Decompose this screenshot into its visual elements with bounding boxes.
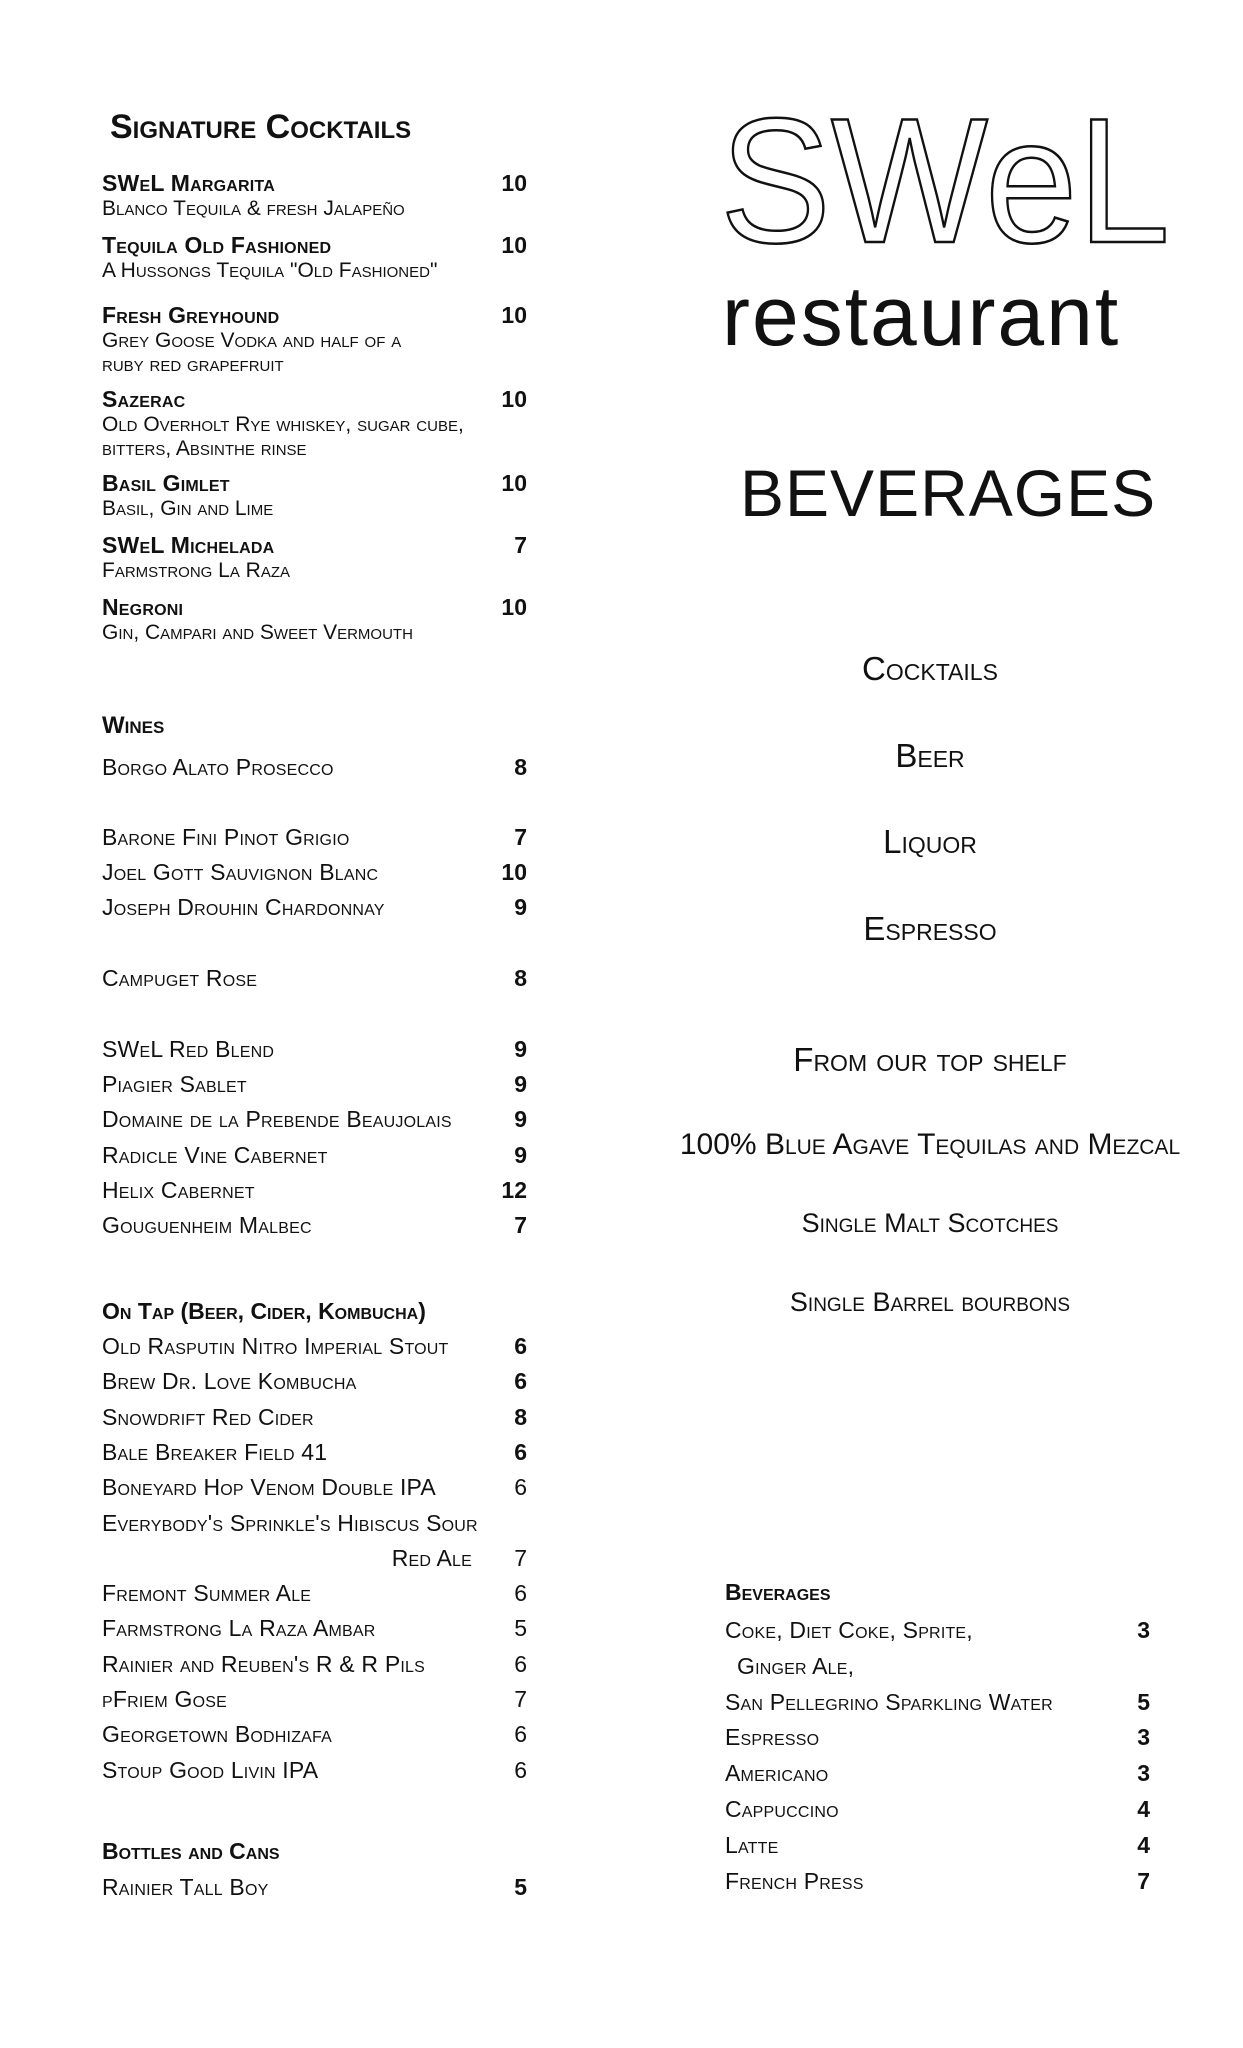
list-item xyxy=(102,754,527,781)
item-name: Latte xyxy=(725,1832,779,1858)
bottles-heading: Bottles and Cans xyxy=(102,1838,280,1864)
item-price: 6 xyxy=(514,1439,527,1465)
item-name: Campuget Rose xyxy=(102,965,258,991)
item-price: 7 xyxy=(514,1686,527,1712)
item-name: Negroni xyxy=(102,594,184,620)
list-item xyxy=(102,859,527,886)
item-price: 3 xyxy=(1137,1617,1150,1643)
item-name: Sazerac xyxy=(102,386,186,412)
menu-item xyxy=(102,232,527,283)
item-name: Everybody's Sprinkle's Hibiscus Sour xyxy=(102,1510,478,1536)
item-desc: bitters, Absinthe rinse xyxy=(102,437,307,460)
item-name: Fresh Greyhound xyxy=(102,302,280,328)
menu-item xyxy=(102,386,527,461)
list-item xyxy=(102,1177,527,1204)
top-shelf-heading: From our top shelf xyxy=(793,1041,1067,1078)
item-desc: Grey Goose Vodka and half of a xyxy=(102,329,402,352)
item-price: 9 xyxy=(514,1071,527,1097)
item-price: 4 xyxy=(1137,1796,1150,1822)
item-name: Basil Gimlet xyxy=(102,470,230,496)
item-price: 7 xyxy=(514,1545,527,1571)
item-name: Cappuccino xyxy=(725,1796,839,1822)
item-name: Piagier Sablet xyxy=(102,1071,247,1097)
top-shelf-item: 100% Blue Agave Tequilas and Mezcal xyxy=(679,1128,1181,1161)
list-item xyxy=(102,1580,527,1607)
item-name: San Pellegrino Sparkling Water xyxy=(725,1689,1053,1715)
list-item xyxy=(102,1071,527,1098)
item-price: 9 xyxy=(514,1106,527,1132)
item-desc: Blanco Tequila & fresh Jalapeño xyxy=(102,197,405,220)
list-item xyxy=(102,1142,527,1169)
item-price: 4 xyxy=(1137,1832,1150,1858)
item-name: Helix Cabernet xyxy=(102,1177,255,1203)
list-item xyxy=(102,1615,527,1642)
item-name: Red Ale xyxy=(391,1545,472,1571)
list-item xyxy=(102,1874,527,1901)
list-item xyxy=(102,894,527,921)
logo-subtitle: restaurant xyxy=(722,269,1121,363)
item-name: Stoup Good Livin IPA xyxy=(102,1757,319,1783)
list-item xyxy=(102,965,527,992)
list-item xyxy=(102,1757,527,1784)
item-price: 7 xyxy=(514,1212,527,1238)
menu-item xyxy=(102,470,527,521)
list-item xyxy=(725,1617,1150,1644)
item-price: 6 xyxy=(514,1721,527,1747)
list-item xyxy=(102,1474,527,1501)
item-name: Joel Gott Sauvignon Blanc xyxy=(102,859,379,885)
item-price: 8 xyxy=(514,1404,527,1430)
menu-item xyxy=(102,532,527,583)
item-desc: ruby red grapefruit xyxy=(102,353,284,376)
category-cocktails: Cocktails xyxy=(862,650,998,687)
list-item xyxy=(102,1333,527,1360)
page-title: BEVERAGES xyxy=(740,456,1157,530)
item-name: Rainier Tall Boy xyxy=(102,1874,269,1900)
top-shelf-item: Single Malt Scotches xyxy=(801,1208,1059,1238)
wines-heading: Wines xyxy=(102,712,165,739)
item-name: Farmstrong La Raza Ambar xyxy=(102,1615,376,1641)
list-item xyxy=(725,1724,1150,1751)
category-beer: Beer xyxy=(895,737,965,774)
list-item xyxy=(102,1510,527,1537)
item-name: SWeL Michelada xyxy=(102,532,275,558)
list-item xyxy=(725,1868,1150,1895)
item-price: 8 xyxy=(514,754,527,780)
item-desc: Old Overholt Rye whiskey, sugar cube, xyxy=(102,413,464,436)
item-price: 10 xyxy=(501,470,527,496)
menu-item xyxy=(102,170,527,221)
item-name: Tequila Old Fashioned xyxy=(102,232,332,258)
menu-item xyxy=(102,302,527,377)
list-item xyxy=(725,1760,1150,1787)
list-item xyxy=(102,1686,527,1713)
item-name: Americano xyxy=(725,1760,829,1786)
category-espresso: Espresso xyxy=(863,910,997,947)
item-name: Espresso xyxy=(725,1724,820,1750)
item-name: Coke, Diet Coke, Sprite, xyxy=(725,1617,973,1643)
item-desc: Basil, Gin and Lime xyxy=(102,497,274,520)
item-name: Ginger Ale, xyxy=(737,1653,855,1679)
item-price: 9 xyxy=(514,1142,527,1168)
item-price: 6 xyxy=(514,1757,527,1783)
item-price: 10 xyxy=(501,170,527,196)
item-name: Borgo Alato Prosecco xyxy=(102,754,334,780)
list-item xyxy=(102,1651,527,1678)
item-name: Snowdrift Red Cider xyxy=(102,1404,314,1430)
item-price: 6 xyxy=(514,1651,527,1677)
list-item xyxy=(102,1404,527,1431)
item-price: 10 xyxy=(501,386,527,412)
swel-logo xyxy=(720,84,1170,264)
list-item xyxy=(102,1368,527,1395)
item-name: Old Rasputin Nitro Imperial Stout xyxy=(102,1333,449,1359)
item-price: 9 xyxy=(514,894,527,920)
list-item xyxy=(725,1653,1150,1680)
item-price: 6 xyxy=(514,1333,527,1359)
item-price: 7 xyxy=(514,824,527,850)
item-name: Rainier and Reuben's R & R Pils xyxy=(102,1651,425,1677)
list-item xyxy=(102,1212,527,1239)
item-price: 6 xyxy=(514,1368,527,1394)
list-item xyxy=(102,1036,527,1063)
item-price: 5 xyxy=(514,1615,527,1641)
item-price: 3 xyxy=(1137,1760,1150,1786)
item-name: French Press xyxy=(725,1868,864,1894)
item-price: 6 xyxy=(514,1474,527,1500)
item-price: 5 xyxy=(1137,1689,1150,1715)
item-price: 10 xyxy=(501,594,527,620)
list-item xyxy=(102,1106,527,1133)
item-name: Barone Fini Pinot Grigio xyxy=(102,824,350,850)
menu-item xyxy=(102,594,527,645)
list-item xyxy=(102,1721,527,1748)
item-name: Boneyard Hop Venom Double IPA xyxy=(102,1474,436,1500)
item-price: 5 xyxy=(514,1874,527,1900)
item-name: Radicle Vine Cabernet xyxy=(102,1142,328,1168)
item-price: 3 xyxy=(1137,1724,1150,1750)
item-price: 6 xyxy=(514,1580,527,1606)
item-name: Bale Breaker Field 41 xyxy=(102,1439,328,1465)
beverages-heading: Beverages xyxy=(725,1579,831,1605)
logo-text: SWeL xyxy=(720,84,1170,264)
list-item xyxy=(102,1439,527,1466)
signature-cocktails-title: Signature Cocktails xyxy=(110,108,412,146)
item-price: 12 xyxy=(501,1177,527,1203)
list-item xyxy=(725,1689,1150,1716)
item-name: Domaine de la Prebende Beaujolais xyxy=(102,1106,452,1132)
category-liquor: Liquor xyxy=(883,823,977,860)
item-desc: Gin, Campari and Sweet Vermouth xyxy=(102,621,413,644)
item-name: Joseph Drouhin Chardonnay xyxy=(102,894,385,920)
item-price: 9 xyxy=(514,1036,527,1062)
list-item xyxy=(102,824,527,851)
item-price: 7 xyxy=(514,532,527,558)
list-item xyxy=(725,1832,1150,1859)
item-name: SWeL Margarita xyxy=(102,170,275,196)
item-desc: Farmstrong La Raza xyxy=(102,559,291,582)
item-price: 10 xyxy=(501,859,527,885)
item-price: 7 xyxy=(1137,1868,1150,1894)
item-price: 10 xyxy=(501,302,527,328)
on-tap-heading: On Tap (Beer, Cider, Kombucha) xyxy=(102,1298,426,1324)
item-name: Gouguenheim Malbec xyxy=(102,1212,312,1238)
item-name: Brew Dr. Love Kombucha xyxy=(102,1368,357,1394)
item-name: SWeL Red Blend xyxy=(102,1036,275,1062)
item-name: Georgetown Bodhizafa xyxy=(102,1721,333,1747)
item-name: Fremont Summer Ale xyxy=(102,1580,312,1606)
top-shelf-item: Single Barrel bourbons xyxy=(789,1287,1071,1317)
item-price: 10 xyxy=(501,232,527,258)
list-item xyxy=(725,1796,1150,1823)
item-desc: A Hussongs Tequila "Old Fashioned" xyxy=(102,259,438,282)
item-price: 8 xyxy=(514,965,527,991)
item-name: pFriem Gose xyxy=(102,1686,227,1712)
